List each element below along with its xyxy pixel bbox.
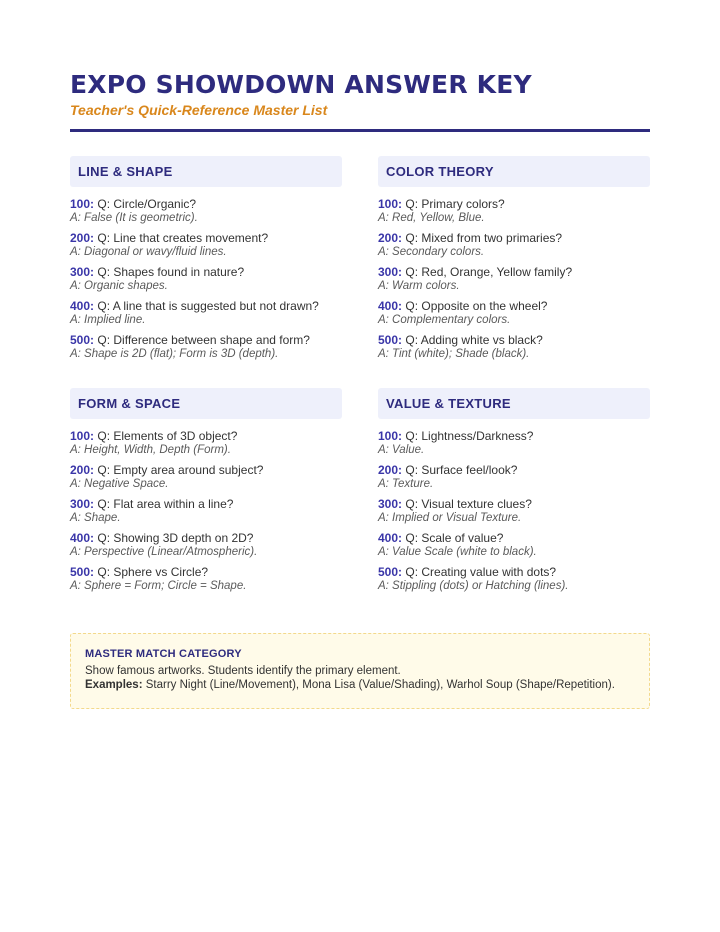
point-value: 500: [378, 333, 403, 347]
question-text: Q: Red, Orange, Yellow family? [402, 265, 573, 279]
point-value: 500: [70, 565, 95, 579]
question-text: Q: Mixed from two primaries? [402, 231, 563, 245]
question [70, 531, 342, 545]
qa-list [378, 197, 650, 361]
question-text: Q: Line that creates movement? [94, 231, 269, 245]
question [378, 265, 650, 279]
point-value: 200: [70, 231, 95, 245]
question [70, 429, 342, 443]
qa-item [70, 429, 342, 457]
question [378, 231, 650, 245]
question [378, 429, 650, 443]
question [378, 197, 650, 211]
qa-item [378, 565, 650, 593]
answer-text: A: Implied or Visual Texture. [378, 512, 522, 524]
section-heading: COLOR THEORY [378, 156, 650, 187]
question-text: Q: Opposite on the wheel? [402, 299, 548, 313]
point-value: 400: [378, 531, 403, 545]
section-value-texture [378, 388, 650, 599]
answer-text: A: Value. [378, 444, 425, 456]
question [378, 565, 650, 579]
qa-item [70, 197, 342, 225]
qa-item [70, 463, 342, 491]
qa-item [70, 265, 342, 293]
answer-text: A: Value Scale (white to black). [378, 546, 537, 558]
qa-item [70, 497, 342, 525]
question-text: Q: Primary colors? [402, 197, 505, 211]
qa-item [378, 531, 650, 559]
answer-text: A: Height, Width, Depth (Form). [70, 444, 231, 456]
question-text: Q: Shapes found in nature? [94, 265, 245, 279]
section-form-space [70, 388, 342, 599]
section-row-1 [70, 156, 650, 367]
answer-text: A: Warm colors. [378, 280, 460, 292]
point-value: 300: [378, 265, 403, 279]
question [70, 497, 342, 511]
question-text: Q: Flat area within a line? [94, 497, 234, 511]
question [378, 463, 650, 477]
question-text: Q: Empty area around subject? [94, 463, 264, 477]
answer-text: A: Diagonal or wavy/fluid lines. [70, 246, 227, 258]
point-value: 300: [70, 265, 95, 279]
answer-text: A: Texture. [378, 478, 434, 490]
question-text: Q: Surface feel/look? [402, 463, 518, 477]
qa-item [378, 231, 650, 259]
examples-text: Starry Night (Line/Movement), Mona Lisa (Value/Shading), Warhol Soup (Shape/Repetition). [142, 679, 615, 691]
answer-text: A: Organic shapes. [70, 280, 168, 292]
question-text: Q: A line that is suggested but not drawn? [94, 299, 319, 313]
answer-text: A: Shape. [70, 512, 121, 524]
section-row-2 [70, 388, 650, 599]
answer-text: A: Complementary colors. [378, 314, 511, 326]
point-value: 300: [378, 497, 403, 511]
point-value: 300: [70, 497, 95, 511]
answer-text: A: Tint (white); Shade (black). [378, 348, 530, 360]
answer-text: A: False (It is geometric). [70, 212, 198, 224]
qa-item [378, 299, 650, 327]
qa-item [70, 531, 342, 559]
section-line-shape [70, 156, 342, 367]
examples-label: Examples: [85, 679, 143, 691]
question-text: Q: Elements of 3D object? [94, 429, 238, 443]
section-heading: FORM & SPACE [70, 388, 342, 419]
question [70, 565, 342, 579]
question [378, 299, 650, 313]
point-value: 100: [378, 429, 403, 443]
answer-text: A: Shape is 2D (flat); Form is 3D (depth). [70, 348, 279, 360]
qa-item [70, 333, 342, 361]
qa-item [378, 497, 650, 525]
header-divider [70, 129, 650, 132]
master-examples [85, 678, 635, 692]
question-text: Q: Difference between shape and form? [94, 333, 310, 347]
qa-item [378, 429, 650, 457]
qa-list [70, 429, 342, 593]
answer-text: A: Perspective (Linear/Atmospheric). [70, 546, 258, 558]
section-heading: VALUE & TEXTURE [378, 388, 650, 419]
point-value: 500: [378, 565, 403, 579]
question-text: Q: Creating value with dots? [402, 565, 557, 579]
question [70, 265, 342, 279]
question [70, 197, 342, 211]
answer-key-page [70, 70, 650, 709]
master-match-box [70, 633, 650, 709]
answer-text: A: Stippling (dots) or Hatching (lines). [378, 580, 569, 592]
point-value: 100: [378, 197, 403, 211]
point-value: 400: [378, 299, 403, 313]
page-title: EXPO SHOWDOWN ANSWER KEY [70, 70, 532, 99]
question [70, 299, 342, 313]
qa-item [378, 463, 650, 491]
point-value: 200: [378, 463, 403, 477]
qa-item [70, 565, 342, 593]
answer-text: A: Sphere = Form; Circle = Shape. [70, 580, 247, 592]
question [378, 531, 650, 545]
point-value: 100: [70, 197, 95, 211]
question-text: Q: Lightness/Darkness? [402, 429, 534, 443]
question [378, 497, 650, 511]
qa-item [378, 197, 650, 225]
question-text: Q: Showing 3D depth on 2D? [94, 531, 254, 545]
question-text: Q: Circle/Organic? [94, 197, 197, 211]
question-text: Q: Scale of value? [402, 531, 504, 545]
question [378, 333, 650, 347]
point-value: 200: [378, 231, 403, 245]
section-color-theory [378, 156, 650, 367]
question [70, 333, 342, 347]
question-text: Q: Adding white vs black? [402, 333, 543, 347]
page-subtitle: Teacher's Quick-Reference Master List [70, 102, 328, 118]
point-value: 500: [70, 333, 95, 347]
qa-list [378, 429, 650, 593]
answer-text: A: Red, Yellow, Blue. [378, 212, 485, 224]
qa-item [70, 299, 342, 327]
master-description: Show famous artworks. Students identify the primary element. [85, 665, 401, 677]
section-heading: LINE & SHAPE [70, 156, 342, 187]
question-text: Q: Sphere vs Circle? [94, 565, 209, 579]
question [70, 463, 342, 477]
answer-text: A: Negative Space. [70, 478, 169, 490]
point-value: 400: [70, 531, 95, 545]
answer-text: A: Secondary colors. [378, 246, 485, 258]
qa-item [378, 333, 650, 361]
master-heading: MASTER MATCH CATEGORY [85, 648, 242, 660]
point-value: 400: [70, 299, 95, 313]
qa-list [70, 197, 342, 361]
qa-item [378, 265, 650, 293]
question [70, 231, 342, 245]
qa-item [70, 231, 342, 259]
question-text: Q: Visual texture clues? [402, 497, 532, 511]
point-value: 200: [70, 463, 95, 477]
answer-text: A: Implied line. [70, 314, 146, 326]
point-value: 100: [70, 429, 95, 443]
